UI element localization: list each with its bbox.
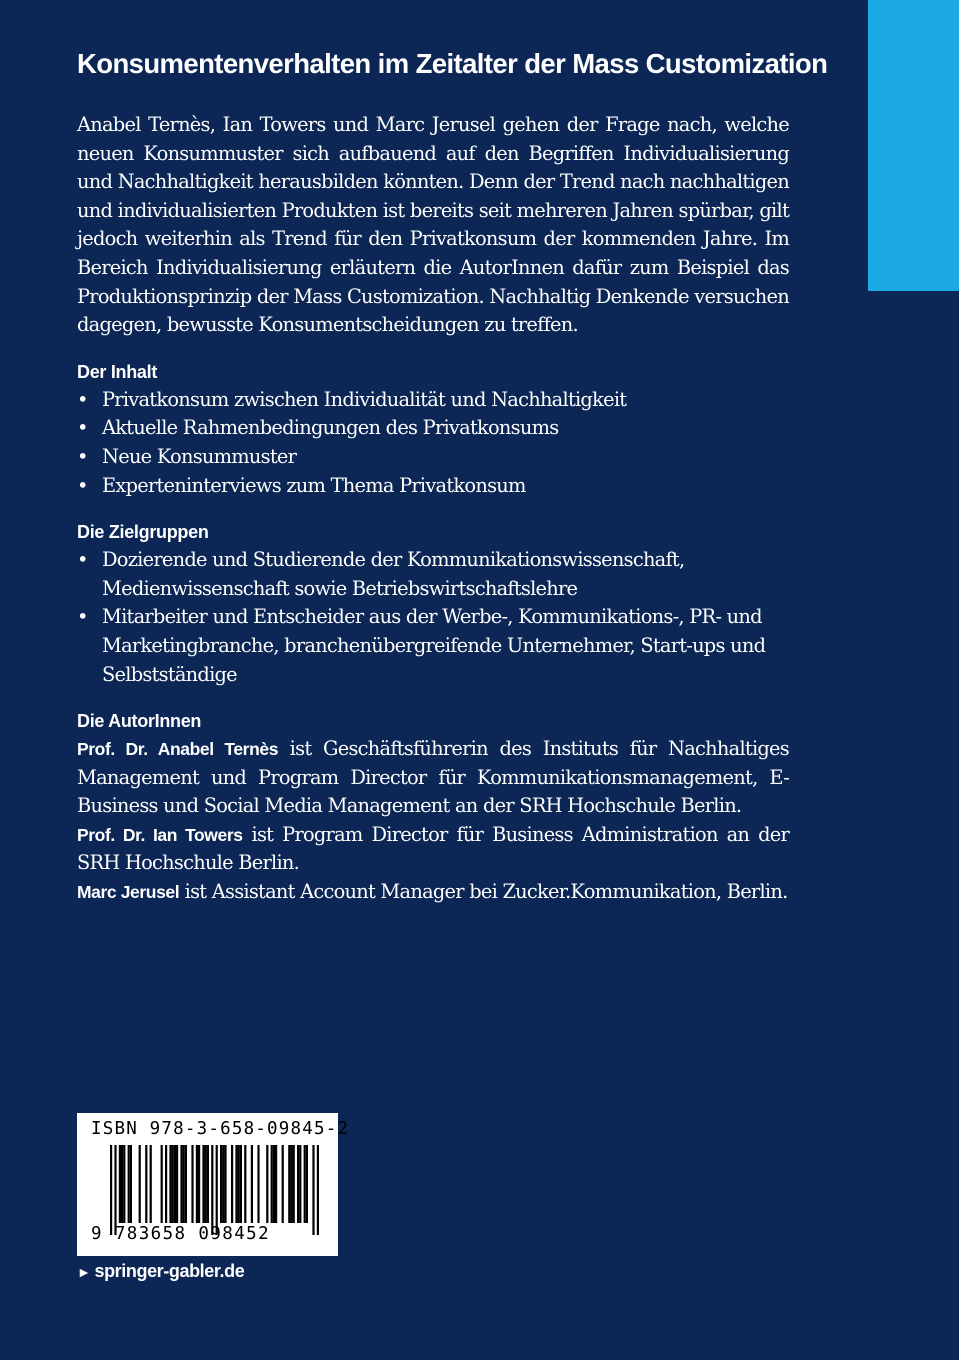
barcode-bar: [271, 1145, 273, 1223]
author-entry: [77, 735, 789, 821]
section-heading-inhalt: Der Inhalt: [77, 361, 158, 382]
barcode-guard-bar: [114, 1145, 116, 1235]
barcode-bar: [238, 1145, 240, 1223]
barcode-bar: [174, 1145, 176, 1223]
barcode-bar: [224, 1145, 226, 1223]
barcode-bar: [169, 1145, 171, 1223]
barcode-bar: [235, 1145, 237, 1223]
barcode-bar: [150, 1145, 152, 1223]
section-heading-autoren: Die AutorInnen: [77, 711, 202, 732]
list-item-text: Experteninterviews zum Thema Privatkonsum: [102, 473, 526, 497]
barcode-bar: [266, 1145, 268, 1223]
barcode-bar: [288, 1145, 290, 1223]
isbn-barcode-box: [77, 1113, 350, 1256]
barcode-bar: [306, 1145, 308, 1223]
inhalt-list: [77, 386, 789, 500]
barcode-bar: [119, 1145, 121, 1223]
barcode-bar: [123, 1145, 125, 1223]
barcode-bar: [207, 1145, 209, 1223]
barcode-bar: [191, 1145, 193, 1223]
barcode-bar: [128, 1145, 130, 1223]
barcode-bar: [222, 1145, 224, 1223]
barcode-bar: [130, 1145, 132, 1223]
barcode-bar: [165, 1145, 167, 1223]
list-item-text: Mitarbeiter und Entscheider aus der Werbe-, Kommunikations-, PR- und Marketingbranche, branchenübergreifende Unternehmer, Start-ups und Selbstständige: [102, 605, 766, 686]
barcode-bar: [251, 1145, 253, 1223]
author-entry: [77, 821, 789, 878]
author-bio: ist Assistant Account Manager bei Zucker.Kommunikation, Berlin.: [179, 880, 788, 904]
barcode-bar: [180, 1145, 182, 1223]
isbn-digits: 9 783658 098452: [91, 1224, 271, 1244]
barcode-guard-bar: [317, 1145, 319, 1235]
barcode-bar: [145, 1145, 147, 1223]
website-link[interactable]: [77, 1261, 244, 1282]
list-item: [77, 386, 789, 415]
cover-content: [77, 111, 789, 907]
author-bio: ist Geschäftsführerin des Instituts für Nachhaltiges Management und Program Director für Kommunikationsmanagement, E-Business und Social Media Management an der SRH Hochschule Berlin.: [77, 737, 789, 818]
author-list: [77, 735, 789, 907]
list-item-text: Dozierende und Studierende der Kommunikationswissenschaft, Medienwissenschaft sowie Betriebswirtschaftslehre: [102, 548, 685, 600]
barcode-bar: [121, 1145, 123, 1223]
barcode-bar: [185, 1145, 187, 1223]
list-item-text: Privatkonsum zwischen Individualität und Nachhaltigkeit: [102, 387, 627, 411]
author-name: Prof. Dr. Ian Towers: [77, 824, 243, 845]
barcode-bar: [282, 1145, 284, 1223]
barcode-bar: [231, 1145, 233, 1223]
barcode-bar: [196, 1145, 198, 1223]
barcode-bar: [172, 1145, 174, 1223]
barcode-bar: [161, 1145, 163, 1223]
list-item-text: Aktuelle Rahmenbedingungen des Privatkonsums: [102, 416, 559, 440]
website-text: springer-gabler.de: [94, 1261, 245, 1281]
barcode-bar: [299, 1145, 301, 1223]
arrow-right-icon: ►: [77, 1264, 91, 1280]
section-heading-zielgruppen: Die Zielgruppen: [77, 522, 209, 543]
barcode-bar: [240, 1145, 242, 1223]
author-bio: ist Program Director für Business Administration an der SRH Hochschule Berlin.: [77, 822, 789, 875]
zielgruppen-list: [77, 546, 789, 689]
barcode-bar: [275, 1145, 277, 1223]
barcode-bar: [304, 1145, 306, 1223]
barcode-bar: [297, 1145, 299, 1223]
bullet-icon: •: [77, 387, 88, 411]
barcode-bar: [139, 1145, 141, 1223]
barcode-bar: [198, 1145, 200, 1223]
bullet-icon: •: [77, 605, 88, 629]
barcode-bar: [183, 1145, 185, 1223]
isbn-label: ISBN 978-3-658-09845-2: [91, 1119, 350, 1139]
book-title: Konsumentenverhalten im Zeitalter der Mass Customization: [77, 48, 828, 79]
list-item: [77, 414, 789, 443]
barcode-bar: [257, 1145, 259, 1223]
barcode-guard-bar: [312, 1145, 314, 1235]
barcode-guard-bar: [211, 1145, 213, 1235]
intro-paragraph: Anabel Ternès, Ian Towers und Marc Jerusel gehen der Frage nach, welche neuen Konsummuster sich aufbauend auf den Begriffen Individualisierung und Nachhaltigkeit herausbilden könnten. Denn der Trend nach nachhaltigen und individualisierten Produkten ist bereits seit mehreren Jahren spürbar, gilt jedoch weiterhin als Trend für den Privatkonsum der kommenden Jahre. Im Bereich Individualisierung erläutern die AutorInnen dafür zum Beispiel das Produktionsprinzip der Mass Customization. Nachhaltig Denkende versuchen dagegen, bewusste Konsumentscheidungen zu treffen.: [77, 113, 789, 337]
barcode-bar: [205, 1145, 207, 1223]
author-name: Prof. Dr. Anabel Ternès: [77, 739, 279, 760]
barcode-bar: [244, 1145, 246, 1223]
bullet-icon: •: [77, 548, 88, 572]
barcode-bar: [273, 1145, 275, 1223]
list-item: [77, 546, 789, 603]
bullet-icon: •: [77, 416, 88, 440]
barcode-guard-bar: [216, 1145, 218, 1235]
author-entry: [77, 878, 789, 907]
barcode-bar: [202, 1145, 204, 1223]
list-item: [77, 603, 789, 689]
barcode-bar: [293, 1145, 295, 1223]
barcode-bar: [290, 1145, 292, 1223]
bullet-icon: •: [77, 444, 88, 468]
list-item-text: Neue Konsummuster: [102, 444, 297, 468]
bullet-icon: •: [77, 473, 88, 497]
author-name: Marc Jerusel: [77, 882, 180, 903]
list-item: [77, 472, 789, 501]
barcode-bar: [176, 1145, 178, 1223]
accent-bar: [868, 0, 959, 291]
list-item: [77, 443, 789, 472]
barcode-guard-bar: [110, 1145, 112, 1235]
barcode-bar: [220, 1145, 222, 1223]
